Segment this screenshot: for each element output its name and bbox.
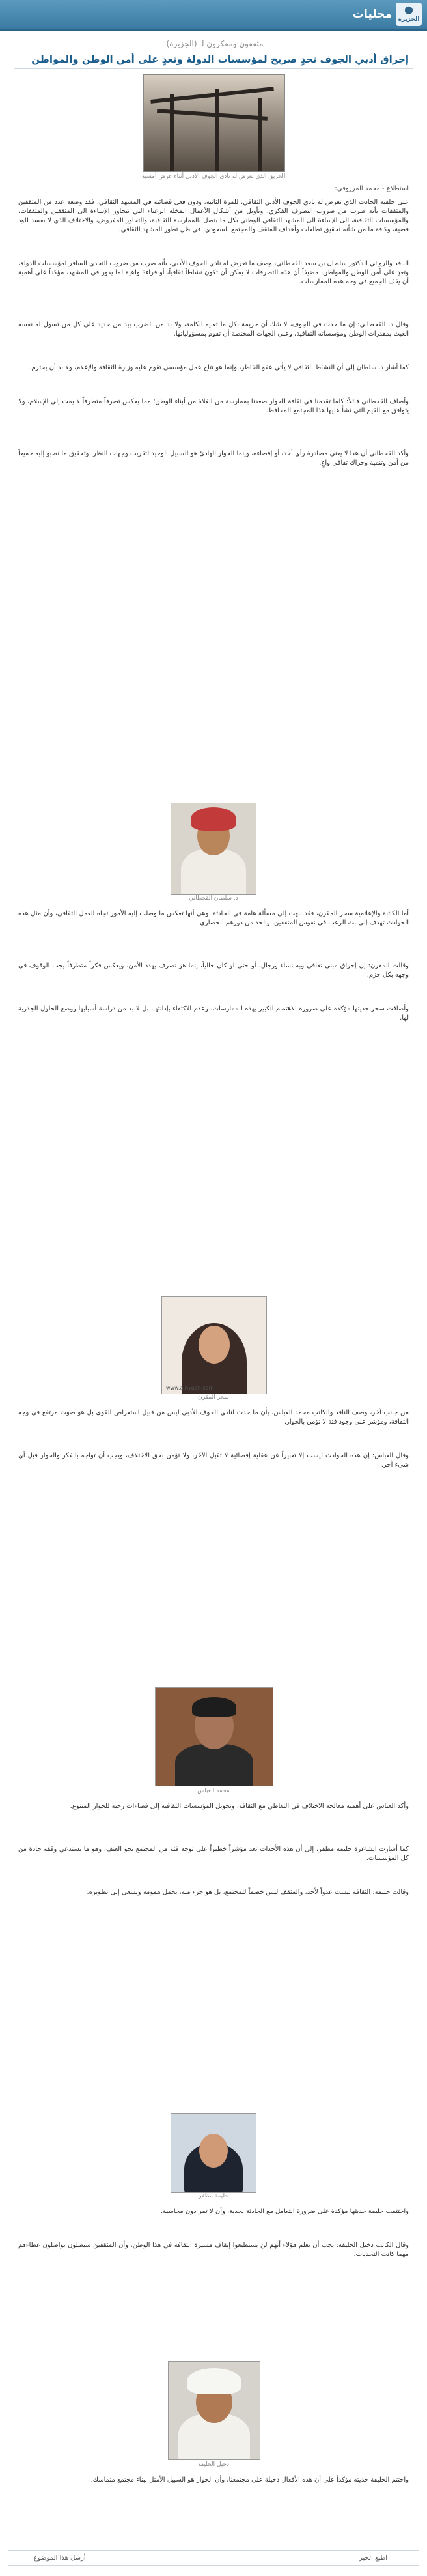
- paragraph: وقال د. القحطاني: إن ما حدث في الجوف، لا شك أن جريمة بكل ما تعنيه الكلمة، ولا بد من الضرب بيد من حديد على كل من تسول له نفسه العبث بمقدرات الوطن ومؤسساته الثقافية، وعلى الجهات المختصة أن تقوم بمسؤولياتها.: [18, 321, 409, 337]
- portrait-khalifa: [168, 2361, 260, 2460]
- watermark: www.alriyadh.com: [166, 1385, 214, 1391]
- paragraph: أما الكاتبة والإعلامية سحر المقرن، فقد نبهت إلى مسألة هامة في الحادثة، وهي أنها تعكس ما وصلت إليه الأمور تجاه العمل الثقافي، وأن مثل هذه الحوادث تهدف إلى بث الرعب في نفوس المثقفين، والحد من دورهم الحضاري.: [18, 910, 409, 926]
- photo-caption: الحريق الذي تعرض له نادي الجوف الأدبي أثناء عرض أمسية: [141, 173, 286, 180]
- portrait-caption: حليمة مظفر: [199, 2193, 228, 2199]
- paragraph: وأكد العباس على أهمية معالجة الاختلاف في التعاطي مع الثقافة، وتحويل المؤسسات الثقافية إلى فضاءات رحبة للحوار المتنوع.: [70, 1803, 409, 1810]
- paragraph: وقال العباس: إن هذه الحوادث ليست إلا تعبيراً عن عقلية إقصائية لا تقبل الآخر، ولا تؤمن بحق الاختلاف، ويجب أن تواجه بالفكر والحوار قبل أي شيء آخر.: [18, 1452, 409, 1468]
- article-footer: [8, 2550, 419, 2566]
- portrait-qahtani: [171, 803, 256, 895]
- paragraph: واختتمت حليمة حديثها مؤكدة على ضرورة التعامل مع الحادثة بجدية، وأن لا تمر دون محاسبة.: [160, 2208, 409, 2215]
- byline: استطلاع - محمد المرزوقي:: [335, 185, 409, 192]
- article-title: إحراق أدبي الجوف تحدٍ صريح لمؤسسات الدولة وتعدٍ على أمن الوطن والمواطن: [31, 53, 409, 65]
- send-link[interactable]: أرسل هذا الموضوع: [34, 2555, 86, 2562]
- paragraph: على خلفية الحادث الذي تعرض له نادي الجوف الأدبي الثقافي، للمرة الثانية، ودون فعل قضائية في المشهد الثقافي، فقد وضعه عدد من المثقفين والمثقفات بأنه ضرب من ضروب التطرف الفكري، وتأويل من أشكال الأعمال المخلة الرعناء التي تتجاوز الإساءة الى المثقفين والمثقفات، والمؤسسات الثقافية، الى الإساءة الى المشهد الثقافي الوطني بكل ما يتصل بالممارسة الثقافية، والتحاور المفروض، والاختلاف الذي لا يفسد للود قضية، وكافة ما من شأنه تحقيق تطلعات وأهداف المثقف والمجتمع السعودي، في ظل تطور المشهد الثقافي.: [18, 199, 409, 233]
- paragraph: واختتم الخليفة حديثه مؤكداً على أن هذه الأفعال دخيلة على مجتمعنا، وأن الحوار هو السبيل الأمثل لبناء مجتمع متماسك.: [90, 2476, 409, 2483]
- paragraph: وأضافت سحر حديثها مؤكدة على ضرورة الاهتمام الكبير بهذه الممارسات، وعدم الاكتفاء بإدانتها، بل لا بد من دراسة أسبابها ووضع الحلول الجذرية لها.: [18, 1005, 409, 1022]
- article-kicker: مثقفون ومفكرون لـ (الجزيرة):: [163, 39, 264, 48]
- paragraph: وقالت حليمة: الثقافة ليست عدواً لأحد، والمثقف ليس خصماً للمجتمع، بل هو جزء منه، يحمل همومه ويسعى إلى تطويره.: [87, 1889, 409, 1896]
- portrait-muzaffar: [171, 2113, 256, 2193]
- paragraph: وأكد القحطاني أن هذا لا يعني مصادرة رأي أحد، أو إقصاءه، وإنما الحوار الهادئ هو السبيل الوحيد لتقريب وجهات النظر، وتحقيق ما نصبو إليه جميعاً من أمن وتنمية وحراك ثقافي واعٍ.: [18, 450, 409, 466]
- logo[interactable]: ● الجزيرة: [396, 3, 422, 26]
- paragraph: كما أشارت الشاعرة حليمة مظفر، إلى أن هذه الأحداث تعد مؤشراً خطيراً على توجه فئة من المجتمع نحو العنف، وهو ما يستدعي وقفة جادة من كل المؤسسات.: [18, 1846, 409, 1862]
- paragraph: وأضاف القحطاني قائلاً: كلما تقدمنا في ثقافة الحوار صعدنا بممارسة من الغلاة من أبناء الوطن؛ مما يعكس تصرفاً متطرفاً لا يمت إلى الإسلام، ولا يتوافق مع القيم التي نشأ عليها هذا المجتمع المحافظ.: [18, 398, 409, 414]
- paragraph: من جانب آخر، وصف الناقد والكاتب محمد العباس، بأن ما حدث لنادي الجوف الأدبي ليس من قبيل استعراض القوى بل هو صوت مرتفع في وجه الثقافة، ومؤشر على وجود فئة لا تؤمن بالحوار.: [18, 1409, 409, 1425]
- portrait-muqrin: [161, 1296, 267, 1394]
- portrait-caption: محمد العباس: [197, 1788, 230, 1794]
- portrait-caption: سحر المقرن: [198, 1394, 229, 1401]
- portrait-abbas: [155, 1687, 273, 1786]
- site-header: [0, 0, 427, 31]
- fire-photo: [143, 74, 285, 172]
- paragraph: كما أشار د. سلطان إلى أن النشاط الثقافي لا يأتي عفو الخاطر، وإنما هو نتاج عمل مؤسسي تقوم عليه وزارة الثقافة والإعلام، ولا بد أن يحترم.: [29, 364, 409, 371]
- portrait-caption: دخيل الخليفة: [197, 2461, 230, 2468]
- print-link[interactable]: اطبع الخبر: [359, 2555, 388, 2562]
- paragraph: وقالت المقرن: إن إحراق مبنى ثقافي وبه نساء ورجال، أو حتى لو كان خالياً، إنما هو تصرف يهدد الأمن، ويعكس فكراً متطرفاً يجب الوقوف في وجهه بكل حزم.: [18, 962, 409, 979]
- portrait-caption: د. سلطان القحطاني: [189, 895, 238, 902]
- section-title: محليات: [352, 8, 392, 21]
- paragraph: الناقد والروائي الدكتور سلطان بن سعد القحطاني، وصف ما تعرض له نادي الجوف الأدبي، بأنه ضرب من ضروب التحدي السافر لمؤسسات الدولة، وتعدٍ على أمن الوطن والمواطن، مضيفاً أن هذه التصرفات لا يمكن أن تكون نشاطاً ثقافياً، أو قراءة واعية لما يدور في المشهد، مؤكداً على أهمية أن يقف الجميع في وجه هذه الممارسات.: [18, 260, 409, 285]
- paragraph: وقال الكاتب دخيل الخليفة: يجب أن يعلم هؤلاء أنهم لن يستطيعوا إيقاف مسيرة الثقافة في هذا الوطن، وأن المثقفين سيظلون يواصلون عطاءهم مهما كانت التحديات.: [18, 2242, 409, 2258]
- title-divider: [14, 68, 413, 69]
